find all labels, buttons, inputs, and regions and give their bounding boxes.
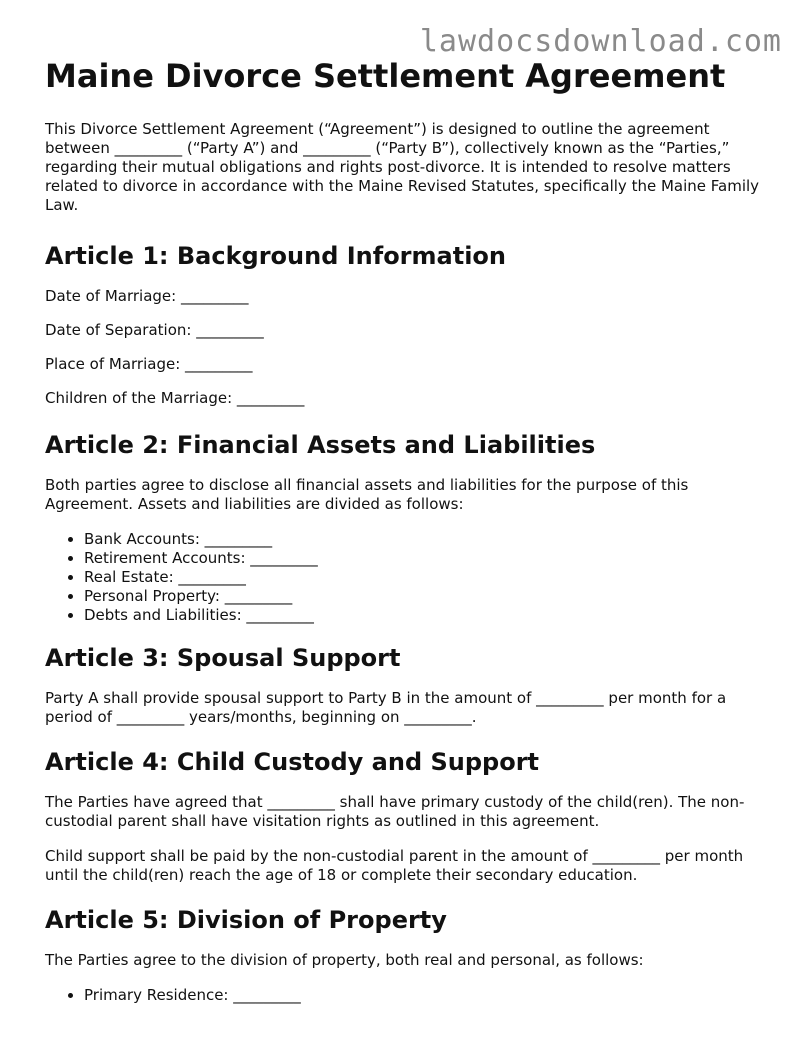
article-2-heading: Article 2: Financial Assets and Liabilities [45,431,596,459]
document-page [45,56,770,1021]
children-of-marriage-field: Children of the Marriage: _________ [45,389,305,407]
article-4 [45,747,770,885]
article-3-paragraph: Party A shall provide spousal support to Party B in the amount of _________ per month for a period of _________ years/months, beginning on _________. [45,689,727,726]
article-3-heading: Article 3: Spousal Support [45,644,401,672]
intro-paragraph: This Divorce Settlement Agreement (“Agreement”) is designed to outline the agreement between _________ (“Party A”) and _________ (“Party B”), collectively known as the “Parties,” regarding their mutual obligations and rights post-divorce. It is intended to resolve matters related to divorce in accordance with the Maine Revised Statutes, specifically the Maine Family Law. [45,120,760,214]
article-1-heading: Article 1: Background Information [45,242,506,270]
list-item: • Debts and Liabilities: _________ [84,606,770,625]
list-item: • Bank Accounts: _________ [84,530,770,549]
assets-list [45,530,770,625]
article-2 [45,430,770,625]
article-5-paragraph: The Parties agree to the division of property, both real and personal, as follows: [45,951,644,969]
article-3 [45,643,770,727]
document-title: Maine Divorce Settlement Agreement [45,57,726,95]
list-item: • Primary Residence: _________ [84,986,770,1005]
property-list [45,986,770,1005]
date-of-marriage-field: Date of Marriage: _________ [45,287,249,305]
article-4-paragraph-custody: The Parties have agreed that _________ shall have primary custody of the child(ren). The non-custodial parent shall have visitation rights as outlined in this agreement. [45,793,745,830]
article-4-paragraph-support: Child support shall be paid by the non-custodial parent in the amount of _________ per month until the child(ren) reach the age of 18 or complete their secondary education. [45,847,744,884]
article-5-heading: Article 5: Division of Property [45,906,447,934]
list-item: • Personal Property: _________ [84,587,770,606]
article-2-paragraph: Both parties agree to disclose all financial assets and liabilities for the purpose of this Agreement. Assets and liabilities are divided as follows: [45,476,689,513]
place-of-marriage-field: Place of Marriage: _________ [45,355,253,373]
watermark: lawdocsdownload.com [419,24,782,59]
list-item: • Real Estate: _________ [84,568,770,587]
date-of-separation-field: Date of Separation: _________ [45,321,264,339]
list-item: • Retirement Accounts: _________ [84,549,770,568]
article-1 [45,241,770,408]
article-4-heading: Article 4: Child Custody and Support [45,748,540,776]
article-5 [45,905,770,1005]
